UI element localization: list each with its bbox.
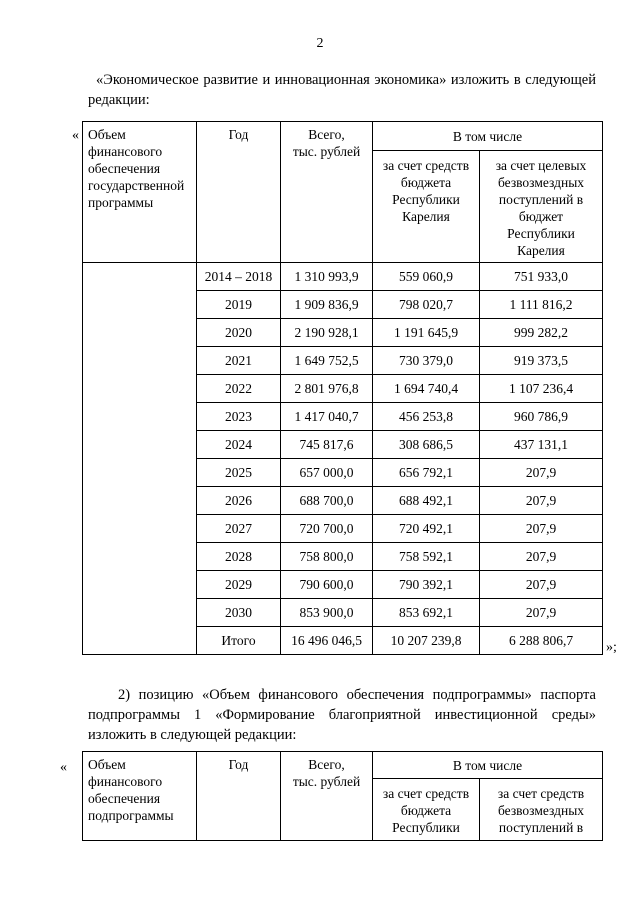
cell-budget: 790 392,1 <box>373 571 480 599</box>
funding-table-program <box>82 121 603 655</box>
cell-total: 16 496 046,5 <box>281 627 373 655</box>
col-header-total-line: тыс. рублей <box>292 774 361 789</box>
cell-total: 758 800,0 <box>281 543 373 571</box>
funding-label-line: обеспечения <box>88 161 161 176</box>
subheader-line: бюджета <box>400 175 452 190</box>
cell-budget: 853 692,1 <box>373 599 480 627</box>
cell-targeted: 207,9 <box>480 571 603 599</box>
cell-targeted: 207,9 <box>480 459 603 487</box>
col-header-total <box>281 122 373 263</box>
funding-table-subprogram <box>82 751 603 841</box>
subheader-line: Республики <box>507 226 575 241</box>
cell-year: 2023 <box>197 403 281 431</box>
subheader-line: Карелия <box>402 209 450 224</box>
subheader-line: за счет средств <box>382 786 470 801</box>
col-header-total-line: тыс. рублей <box>292 144 361 159</box>
cell-total: 2 801 976,8 <box>281 375 373 403</box>
open-quote-table2: « <box>60 760 67 775</box>
cell-targeted: 999 282,2 <box>480 319 603 347</box>
subheader-line: за счет средств <box>382 158 470 173</box>
cell-year: 2027 <box>197 515 281 543</box>
cell-budget: 1 694 740,4 <box>373 375 480 403</box>
col-header-including: В том числе <box>373 122 603 151</box>
subheader-line: Республики <box>392 192 460 207</box>
cell-budget: 1 191 645,9 <box>373 319 480 347</box>
cell-year: 2021 <box>197 347 281 375</box>
funding-label-line: финансового <box>88 144 163 159</box>
cell-total: 745 817,6 <box>281 431 373 459</box>
paragraph-intro: «Экономическое развитие и инновационная экономика» изложить в следующей редакции: <box>88 72 596 108</box>
cell-targeted: 437 131,1 <box>480 431 603 459</box>
cell-total: 1 909 836,9 <box>281 291 373 319</box>
cell-total: 853 900,0 <box>281 599 373 627</box>
cell-total: 657 000,0 <box>281 459 373 487</box>
subheader-regional-budget <box>373 779 480 841</box>
cell-budget: 10 207 239,8 <box>373 627 480 655</box>
cell-budget: 758 592,1 <box>373 543 480 571</box>
cell-year: 2030 <box>197 599 281 627</box>
cell-targeted: 207,9 <box>480 487 603 515</box>
funding-label-empty-cell <box>83 263 197 655</box>
table-row <box>83 263 603 291</box>
funding-label-cell <box>83 122 197 263</box>
subheader-regional-budget <box>373 151 480 263</box>
cell-targeted: 960 786,9 <box>480 403 603 431</box>
subprogram-label-cell <box>83 752 197 841</box>
cell-total: 1 310 993,9 <box>281 263 373 291</box>
subheader-line: бюджета <box>400 803 452 818</box>
cell-year: 2019 <box>197 291 281 319</box>
subheader-line: бюджет <box>518 209 564 224</box>
cell-total: 1 649 752,5 <box>281 347 373 375</box>
cell-total: 2 190 928,1 <box>281 319 373 347</box>
funding-label-line: программы <box>88 195 154 210</box>
cell-year: 2026 <box>197 487 281 515</box>
subprogram-label-line: Объем <box>88 757 126 772</box>
subheader-line: безвозмездных <box>497 175 585 190</box>
funding-label-line: государственной <box>88 178 185 193</box>
col-header-total <box>281 752 373 841</box>
page-number: 2 <box>316 36 324 51</box>
cell-targeted: 751 933,0 <box>480 263 603 291</box>
subheader-targeted-receipts <box>480 151 603 263</box>
cell-targeted: 207,9 <box>480 543 603 571</box>
cell-budget: 798 020,7 <box>373 291 480 319</box>
cell-targeted: 6 288 806,7 <box>480 627 603 655</box>
col-header-total-line: Всего, <box>308 757 345 772</box>
cell-budget: 656 792,1 <box>373 459 480 487</box>
close-quote-table1: »; <box>606 640 617 655</box>
open-quote-table1: « <box>72 128 79 143</box>
cell-year: 2028 <box>197 543 281 571</box>
cell-targeted: 207,9 <box>480 599 603 627</box>
funding-label-line: Объем <box>88 127 126 142</box>
subheader-line: Республики <box>392 820 460 835</box>
subheader-line: поступлений в <box>498 192 584 207</box>
cell-total: 1 417 040,7 <box>281 403 373 431</box>
cell-targeted: 207,9 <box>480 515 603 543</box>
subheader-targeted-receipts <box>480 779 603 841</box>
cell-year: 2025 <box>197 459 281 487</box>
subheader-line: за счет средств <box>497 786 585 801</box>
cell-budget: 456 253,8 <box>373 403 480 431</box>
cell-year: 2014 – 2018 <box>197 263 281 291</box>
subprogram-label-line: обеспечения <box>88 791 161 806</box>
cell-budget: 559 060,9 <box>373 263 480 291</box>
cell-budget: 308 686,5 <box>373 431 480 459</box>
col-header-year: Год <box>197 752 281 841</box>
cell-targeted: 1 111 816,2 <box>480 291 603 319</box>
cell-year: Итого <box>197 627 281 655</box>
subheader-line: безвозмездных <box>497 803 585 818</box>
col-header-including: В том числе <box>373 752 603 779</box>
cell-budget: 720 492,1 <box>373 515 480 543</box>
cell-year: 2024 <box>197 431 281 459</box>
col-header-year: Год <box>197 122 281 263</box>
cell-targeted: 919 373,5 <box>480 347 603 375</box>
cell-budget: 688 492,1 <box>373 487 480 515</box>
cell-year: 2020 <box>197 319 281 347</box>
cell-year: 2029 <box>197 571 281 599</box>
cell-year: 2022 <box>197 375 281 403</box>
paragraph-subprogram: 2) позицию «Объем финансового обеспечения подпрограммы» паспорта подпрограммы 1 «Формирование благоприятной инвестиционной среды» изложить в следующей редакции: <box>88 687 596 743</box>
subheader-line: поступлений в <box>498 820 584 835</box>
cell-total: 688 700,0 <box>281 487 373 515</box>
cell-total: 720 700,0 <box>281 515 373 543</box>
subheader-line: Карелия <box>517 243 565 258</box>
cell-total: 790 600,0 <box>281 571 373 599</box>
subheader-line: за счет целевых <box>495 158 587 173</box>
cell-targeted: 1 107 236,4 <box>480 375 603 403</box>
cell-budget: 730 379,0 <box>373 347 480 375</box>
subprogram-label-line: финансового <box>88 774 163 789</box>
subprogram-label-line: подпрограммы <box>88 808 174 823</box>
col-header-total-line: Всего, <box>308 127 345 142</box>
